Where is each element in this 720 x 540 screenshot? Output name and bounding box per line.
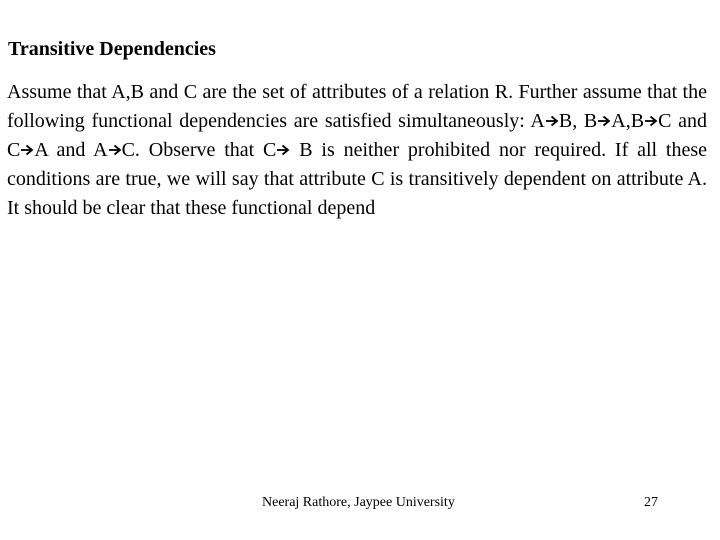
slide-body-text: [7, 78, 707, 223]
body-text-segment: A and A: [34, 139, 108, 161]
body-text-segment: A,B: [611, 110, 645, 132]
body-text-segment: C. Observe that C: [121, 139, 277, 161]
body-text-segment: B, B: [558, 110, 598, 132]
right-arrow-icon: [545, 114, 559, 128]
body-text-segment: C and C: [7, 110, 707, 161]
footer-author: Neeraj Rathore, Jaypee University: [262, 495, 455, 510]
right-arrow-icon: [644, 114, 658, 128]
page-number: 27: [644, 495, 658, 510]
slide-title: Transitive Dependencies: [8, 38, 216, 60]
right-arrow-icon: [276, 143, 290, 157]
right-arrow-icon: [108, 143, 122, 157]
body-text-segment: Assume that A,B and C are the set of attributes of a relation R. Further assume that the following functional dependencies are satisfied simultaneously: A: [7, 81, 707, 132]
right-arrow-icon: [597, 114, 611, 128]
right-arrow-icon: [20, 143, 34, 157]
body-text-segment: B is neither prohibited nor required. If all these conditions are true, we will say that attribute C is transitively dependent on attribute A. It should be clear that these functional depend: [7, 139, 708, 219]
